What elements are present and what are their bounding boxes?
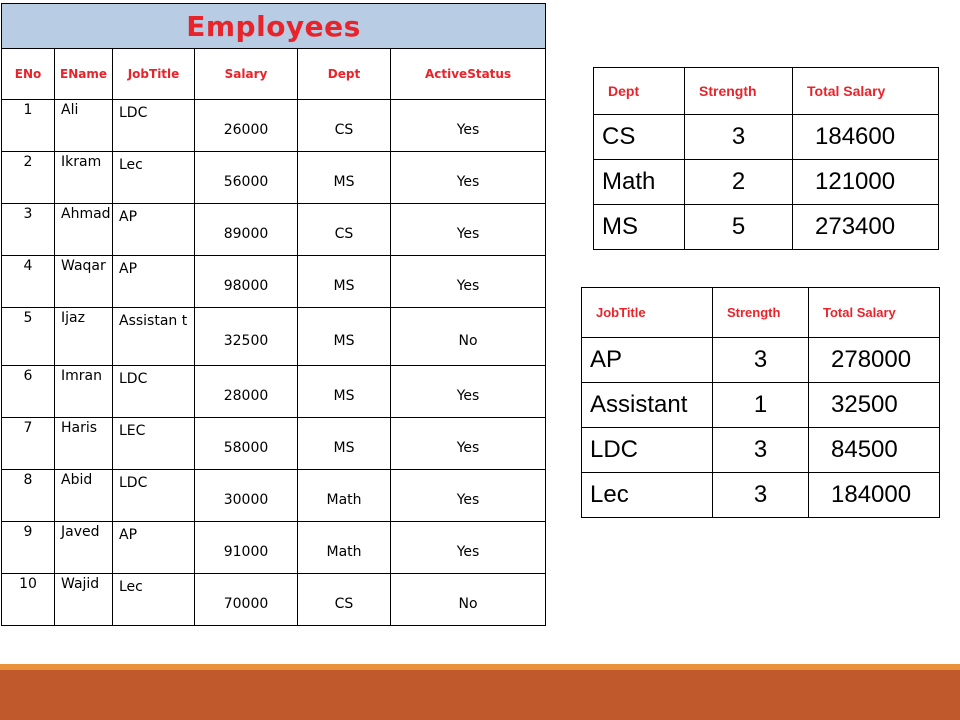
cell-jobtitle: AP (582, 338, 713, 383)
table-row (2, 522, 546, 574)
cell-eno: 10 (2, 574, 55, 626)
column-header-strength: Strength (685, 68, 793, 115)
employees-header-row (2, 49, 546, 100)
cell-activestatus: Yes (391, 470, 546, 522)
cell-jobtitle: Lec (113, 574, 195, 626)
cell-activestatus: Yes (391, 418, 546, 470)
cell-total-salary: 184600 (793, 115, 939, 160)
cell-jobtitle: LDC (582, 428, 713, 473)
cell-jobtitle: LDC (113, 366, 195, 418)
cell-jobtitle: Lec (113, 152, 195, 204)
cell-jobtitle: Assistan t (113, 308, 195, 366)
cell-salary: 32500 (195, 308, 298, 366)
cell-jobtitle: AP (113, 256, 195, 308)
cell-salary: 26000 (195, 100, 298, 152)
cell-total-salary: 278000 (809, 338, 940, 383)
cell-dept: CS (298, 100, 391, 152)
cell-dept: MS (298, 418, 391, 470)
cell-total-salary: 273400 (793, 205, 939, 250)
cell-dept: CS (298, 574, 391, 626)
table-row (594, 205, 939, 250)
cell-activestatus: No (391, 574, 546, 626)
cell-ename: Javed (55, 522, 113, 574)
cell-eno: 3 (2, 204, 55, 256)
cell-eno: 6 (2, 366, 55, 418)
table-row (2, 418, 546, 470)
cell-eno: 2 (2, 152, 55, 204)
cell-activestatus: Yes (391, 366, 546, 418)
cell-strength: 5 (685, 205, 793, 250)
cell-jobtitle: AP (113, 522, 195, 574)
cell-ename: Imran (55, 366, 113, 418)
table-row (2, 256, 546, 308)
cell-dept: Math (298, 470, 391, 522)
cell-ename: Ali (55, 100, 113, 152)
jobtitle-summary-header-row (582, 288, 940, 338)
cell-activestatus: Yes (391, 152, 546, 204)
cell-activestatus: Yes (391, 204, 546, 256)
cell-salary: 98000 (195, 256, 298, 308)
column-header-dept: Dept (594, 68, 685, 115)
column-header-activestatus: ActiveStatus (391, 49, 546, 100)
table-row (582, 383, 940, 428)
cell-strength: 3 (713, 428, 809, 473)
cell-eno: 4 (2, 256, 55, 308)
cell-ename: Abid (55, 470, 113, 522)
cell-jobtitle: LDC (113, 100, 195, 152)
cell-dept: MS (298, 256, 391, 308)
cell-strength: 1 (713, 383, 809, 428)
cell-dept: CS (298, 204, 391, 256)
cell-dept: MS (298, 366, 391, 418)
table-row (582, 473, 940, 518)
cell-strength: 3 (713, 473, 809, 518)
column-header-salary: Salary (195, 49, 298, 100)
table-row (2, 574, 546, 626)
cell-salary: 58000 (195, 418, 298, 470)
cell-total-salary: 121000 (793, 160, 939, 205)
cell-activestatus: Yes (391, 522, 546, 574)
column-header-jobtitle: JobTitle (582, 288, 713, 338)
cell-eno: 8 (2, 470, 55, 522)
cell-jobtitle: LEC (113, 418, 195, 470)
cell-eno: 1 (2, 100, 55, 152)
cell-dept: CS (594, 115, 685, 160)
cell-ename: Waqar (55, 256, 113, 308)
column-header-eno: ENo (2, 49, 55, 100)
cell-salary: 89000 (195, 204, 298, 256)
cell-activestatus: No (391, 308, 546, 366)
cell-activestatus: Yes (391, 100, 546, 152)
cell-activestatus: Yes (391, 256, 546, 308)
table-row (594, 115, 939, 160)
dept-summary-table (593, 67, 939, 250)
table-row (582, 338, 940, 383)
cell-dept: MS (298, 152, 391, 204)
table-row (2, 470, 546, 522)
cell-strength: 2 (685, 160, 793, 205)
employees-title: Employees (2, 4, 546, 49)
cell-jobtitle: AP (113, 204, 195, 256)
cell-dept: Math (298, 522, 391, 574)
cell-ename: Haris (55, 418, 113, 470)
cell-strength: 3 (685, 115, 793, 160)
jobtitle-summary-table (581, 287, 940, 518)
cell-eno: 9 (2, 522, 55, 574)
footer-bar (0, 670, 960, 720)
table-row (2, 366, 546, 418)
cell-eno: 5 (2, 308, 55, 366)
cell-dept: MS (298, 308, 391, 366)
cell-total-salary: 32500 (809, 383, 940, 428)
cell-ename: Ahmad (55, 204, 113, 256)
cell-dept: MS (594, 205, 685, 250)
column-header-strength: Strength (713, 288, 809, 338)
cell-total-salary: 84500 (809, 428, 940, 473)
cell-total-salary: 184000 (809, 473, 940, 518)
cell-salary: 91000 (195, 522, 298, 574)
cell-salary: 30000 (195, 470, 298, 522)
column-header-jobtitle: JobTitle (113, 49, 195, 100)
column-header-total-salary: Total Salary (793, 68, 939, 115)
cell-salary: 28000 (195, 366, 298, 418)
employees-table (1, 3, 546, 626)
dept-summary-header-row (594, 68, 939, 115)
cell-ename: Ijaz (55, 308, 113, 366)
table-row (582, 428, 940, 473)
cell-jobtitle: LDC (113, 470, 195, 522)
cell-dept: Math (594, 160, 685, 205)
cell-jobtitle: Assistant (582, 383, 713, 428)
table-row (2, 100, 546, 152)
table-row (2, 152, 546, 204)
cell-ename: Wajid (55, 574, 113, 626)
column-header-dept: Dept (298, 49, 391, 100)
cell-jobtitle: Lec (582, 473, 713, 518)
table-row (2, 204, 546, 256)
table-row (2, 308, 546, 366)
column-header-ename: EName (55, 49, 113, 100)
cell-salary: 56000 (195, 152, 298, 204)
cell-ename: Ikram (55, 152, 113, 204)
column-header-total-salary: Total Salary (809, 288, 940, 338)
table-row (594, 160, 939, 205)
cell-strength: 3 (713, 338, 809, 383)
cell-salary: 70000 (195, 574, 298, 626)
cell-eno: 7 (2, 418, 55, 470)
